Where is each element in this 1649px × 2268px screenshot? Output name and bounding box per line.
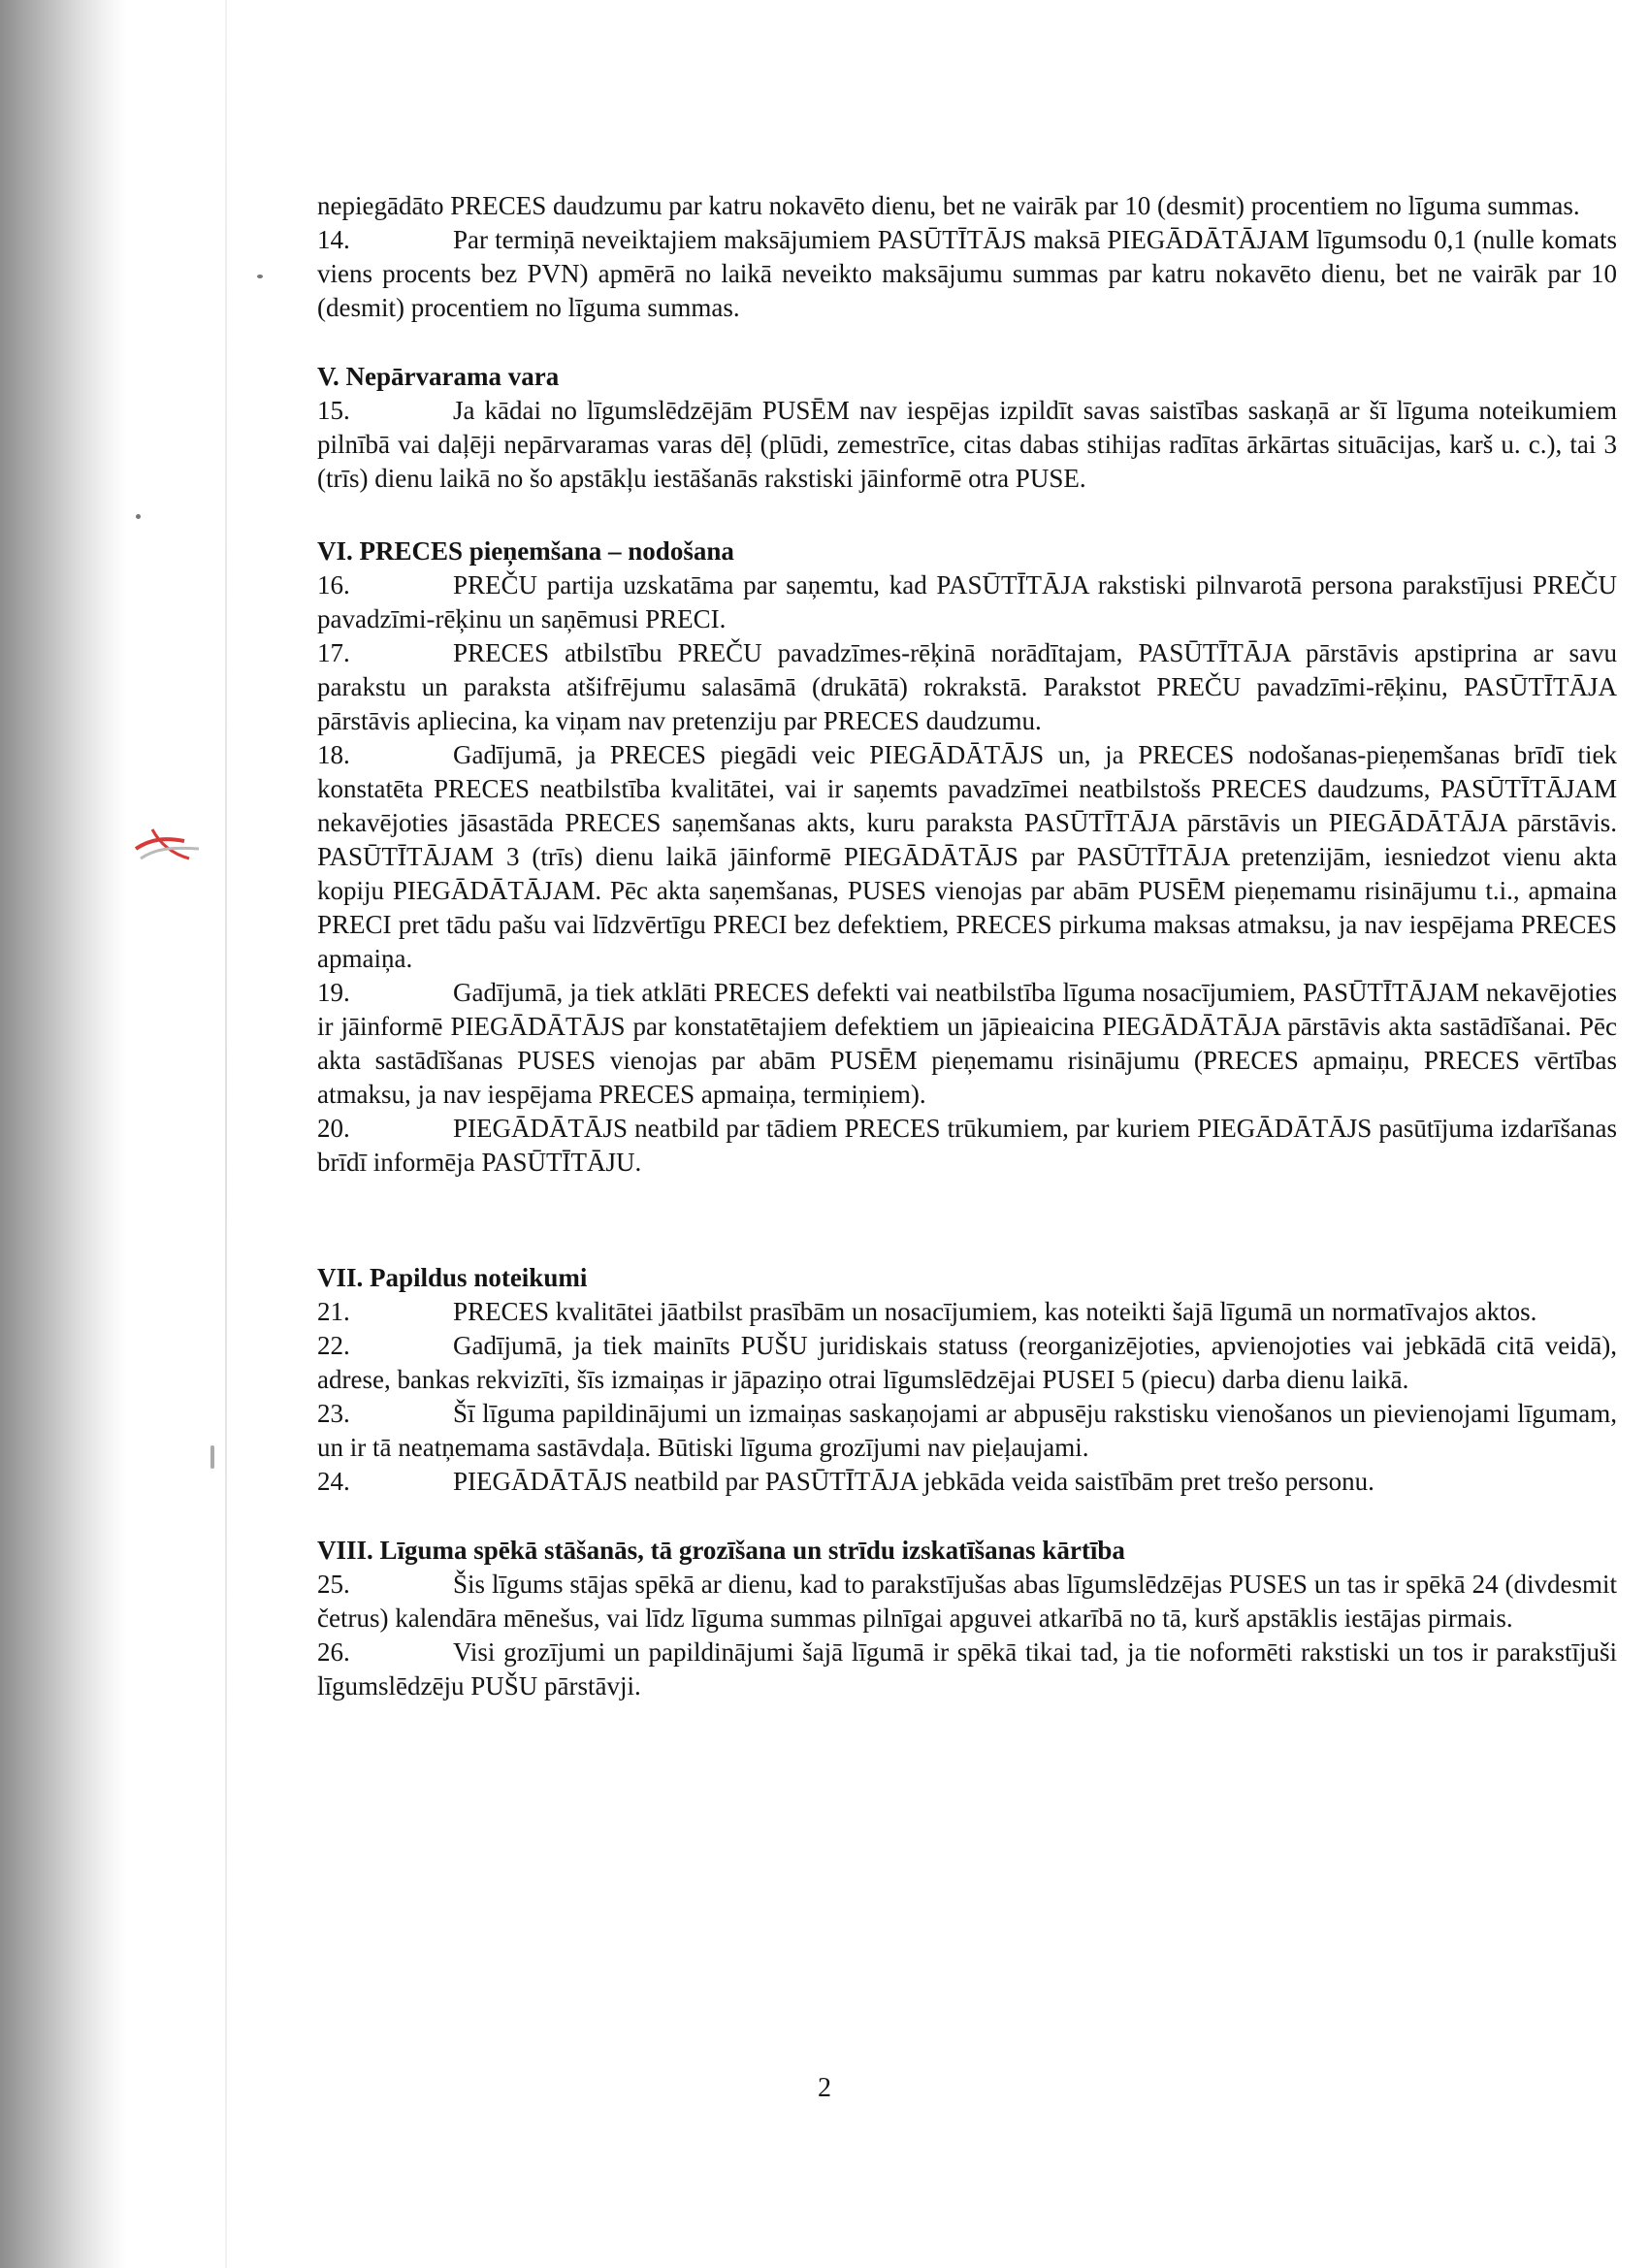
clause-18 — [317, 738, 1617, 976]
red-ink-mark — [131, 820, 209, 868]
clause-text: Šis līgums stājas spēkā ar dienu, kad to parakstījušas abas līgumslēdzējas PUSES un tas ir spēkā 24 (divdesmit četrus) kalendāra mēnešus, vai līdz līguma summas pilnīgai apguvei atkarībā no tā, kurš apstāklis iestājas pirmais. — [317, 1570, 1617, 1633]
clause-21 — [317, 1295, 1617, 1329]
clause-22 — [317, 1329, 1617, 1397]
clause-text: Gadījumā, ja tiek mainīts PUŠU juridiskais statuss (reorganizējoties, apvienojoties vai jebkādā citā veidā), adrese, bankas rekvizīti, šīs izmaiņas ir jāpaziņo otrai līgumslēdzējai PUSEI 5 (piecu) darba dienu laikā. — [317, 1331, 1617, 1394]
clause-number: 17. — [317, 638, 350, 667]
clause-text: Gadījumā, ja PRECES piegādi veic PIEGĀDĀTĀJS un, ja PRECES nodošanas-pieņemšanas brīdī tiek konstatēta PRECES neatbilstība kvalitātei, vai ir saņemts pavadzīmei neatbilstošs PRECES daudzums, PASŪTĪTĀJAM nekavējoties jāsastāda PRECES saņemšanas akts, kuru paraksta PASŪTĪTĀJA pārstāvis un PIEGĀDĀTĀJA pārstāvis. PASŪTĪTĀJAM 3 (trīs) dienu laikā jāinformē PIEGĀDĀTĀJS par PASŪTĪTĀJA pretenzijām, iesniedzot vienu akta kopiju PIEGĀDĀTĀJAM. Pēc akta saņemšanas, PUSES vienojas par abām PUSĒM pieņemamu risinājumu t.i., apmaina PRECI pret tādu pašu vai līdzvērtīgu PRECI bez defektiem, PRECES pirkuma maksas atmaksu, ja nav iespējama PRECES apmaiņa. — [317, 740, 1617, 973]
clause-number: 25. — [317, 1570, 350, 1599]
clause-text: Visi grozījumi un papildinājumi šajā līgumā ir spēkā tikai tad, ja tie noformēti rakstiski un tos ir parakstījuši līgumslēdzēju PUŠU pārstāvji. — [317, 1637, 1617, 1701]
intro-paragraph: nepiegādāto PRECES daudzumu par katru nokavēto dienu, bet ne vairāk par 10 (desmit) procentiem no līguma summas. — [317, 191, 1580, 220]
section-heading-v: V. Nepārvarama vara — [317, 362, 560, 391]
clause-number: 18. — [317, 740, 350, 769]
clause-text: Gadījumā, ja tiek atklāti PRECES defekti vai neatbilstība līguma nosacījumiem, PASŪTĪTĀJAM nekavējoties ir jāinformē PIEGĀDĀTĀJS par konstatētajiem defektiem un jāpieaicina PIEGĀDĀTĀJA pārstāvis akta sastādīšanai. Pēc akta sastādīšanas PUSES vienojas par abām PUSĒM pieņemamu risinājumu (PRECES apmaiņu, PRECES vērtības atmaksu, ja nav iespējama PRECES apmaiņa, termiņiem). — [317, 978, 1617, 1109]
clause-number: 14. — [317, 225, 350, 254]
clause-number: 16. — [317, 570, 350, 599]
clause-20 — [317, 1112, 1617, 1180]
scan-dot — [136, 514, 141, 519]
clause-text: Šī līguma papildinājumi un izmaiņas saskaņojami ar abpusēju rakstisku vienošanos un pievienojami līgumam, un ir tā neatņemama sastāvdaļa. Būtiski līguma grozījumi nav pieļaujami. — [317, 1399, 1617, 1462]
clause-17 — [317, 636, 1617, 738]
scan-edge-shadow — [0, 0, 126, 2268]
clause-number: 19. — [317, 978, 350, 1007]
clause-number: 20. — [317, 1114, 350, 1143]
clause-number: 23. — [317, 1399, 350, 1428]
clause-16 — [317, 568, 1617, 636]
page-fold-line — [225, 0, 227, 2268]
section-heading-vi: VI. PRECES pieņemšana – nodošana — [317, 536, 734, 566]
page-number: 2 — [818, 2073, 831, 2103]
clause-number: 24. — [317, 1467, 350, 1496]
clause-19 — [317, 976, 1617, 1112]
clause-25 — [317, 1568, 1617, 1636]
section-heading-vii: VII. Papildus noteikumi — [317, 1263, 588, 1292]
clause-24 — [317, 1465, 1617, 1499]
clause-text: PIEGĀDĀTĀJS neatbild par tādiem PRECES trūkumiem, par kuriem PIEGĀDĀTĀJS pasūtījuma izdarīšanas brīdī informēja PASŪTĪTĀJU. — [317, 1114, 1617, 1177]
scan-dot — [210, 1445, 214, 1469]
clause-number: 21. — [317, 1297, 350, 1326]
clause-text: PRECES kvalitātei jāatbilst prasībām un nosacījumiem, kas noteikti šajā līgumā un normatīvajos aktos. — [453, 1297, 1537, 1326]
section-heading-viii: VIII. Līguma spēkā stāšanās, tā grozīšana un strīdu izskatīšanas kārtība — [317, 1536, 1125, 1565]
clause-number: 26. — [317, 1637, 350, 1667]
clause-15 — [317, 394, 1617, 496]
clause-23 — [317, 1397, 1617, 1465]
clause-text: PIEGĀDĀTĀJS neatbild par PASŪTĪTĀJA jebkāda veida saistībām pret trešo personu. — [453, 1467, 1374, 1496]
clause-14 — [317, 223, 1617, 325]
clause-text: Ja kādai no līgumslēdzējām PUSĒM nav iespējas izpildīt savas saistības saskaņā ar šī līguma noteikumiem pilnībā vai daļēji nepārvaramas varas dēļ (plūdi, zemestrīce, citas dabas stihijas radītas ārkārtas situācijas, karš u. c.), tai 3 (trīs) dienu laikā no šo apstākļu iestāšanās rakstiski jāinformē otra PUSE. — [317, 396, 1617, 493]
clause-number: 22. — [317, 1331, 350, 1360]
clause-text: Par termiņā neveiktajiem maksājumiem PASŪTĪTĀJS maksā PIEGĀDĀTĀJAM līgumsodu 0,1 (nulle komats viens procents bez PVN) apmērā no laikā neveikto maksājumu summas par katru nokavēto dienu, bet ne vairāk par 10 (desmit) procentiem no līguma summas. — [317, 225, 1617, 322]
clause-text: PRECES atbilstību PREČU pavadzīmes-rēķinā norādītajam, PASŪTĪTĀJA pārstāvis apstiprina ar savu parakstu un paraksta atšifrējumu salasāmā (drukātā) rokrakstā. Parakstot PREČU pavadzīmi-rēķinu, PASŪTĪTĀJA pārstāvis apliecina, ka viņam nav pretenziju par PRECES daudzumu. — [317, 638, 1617, 735]
clause-number: 15. — [317, 396, 350, 425]
scan-dot — [257, 275, 263, 278]
clause-text: PREČU partija uzskatāma par saņemtu, kad PASŪTĪTĀJA rakstiski pilnvarotā persona parakstījusi PREČU pavadzīmi-rēķinu un saņēmusi PRECI. — [317, 570, 1617, 633]
document-body — [317, 189, 1617, 1703]
clause-26 — [317, 1636, 1617, 1703]
